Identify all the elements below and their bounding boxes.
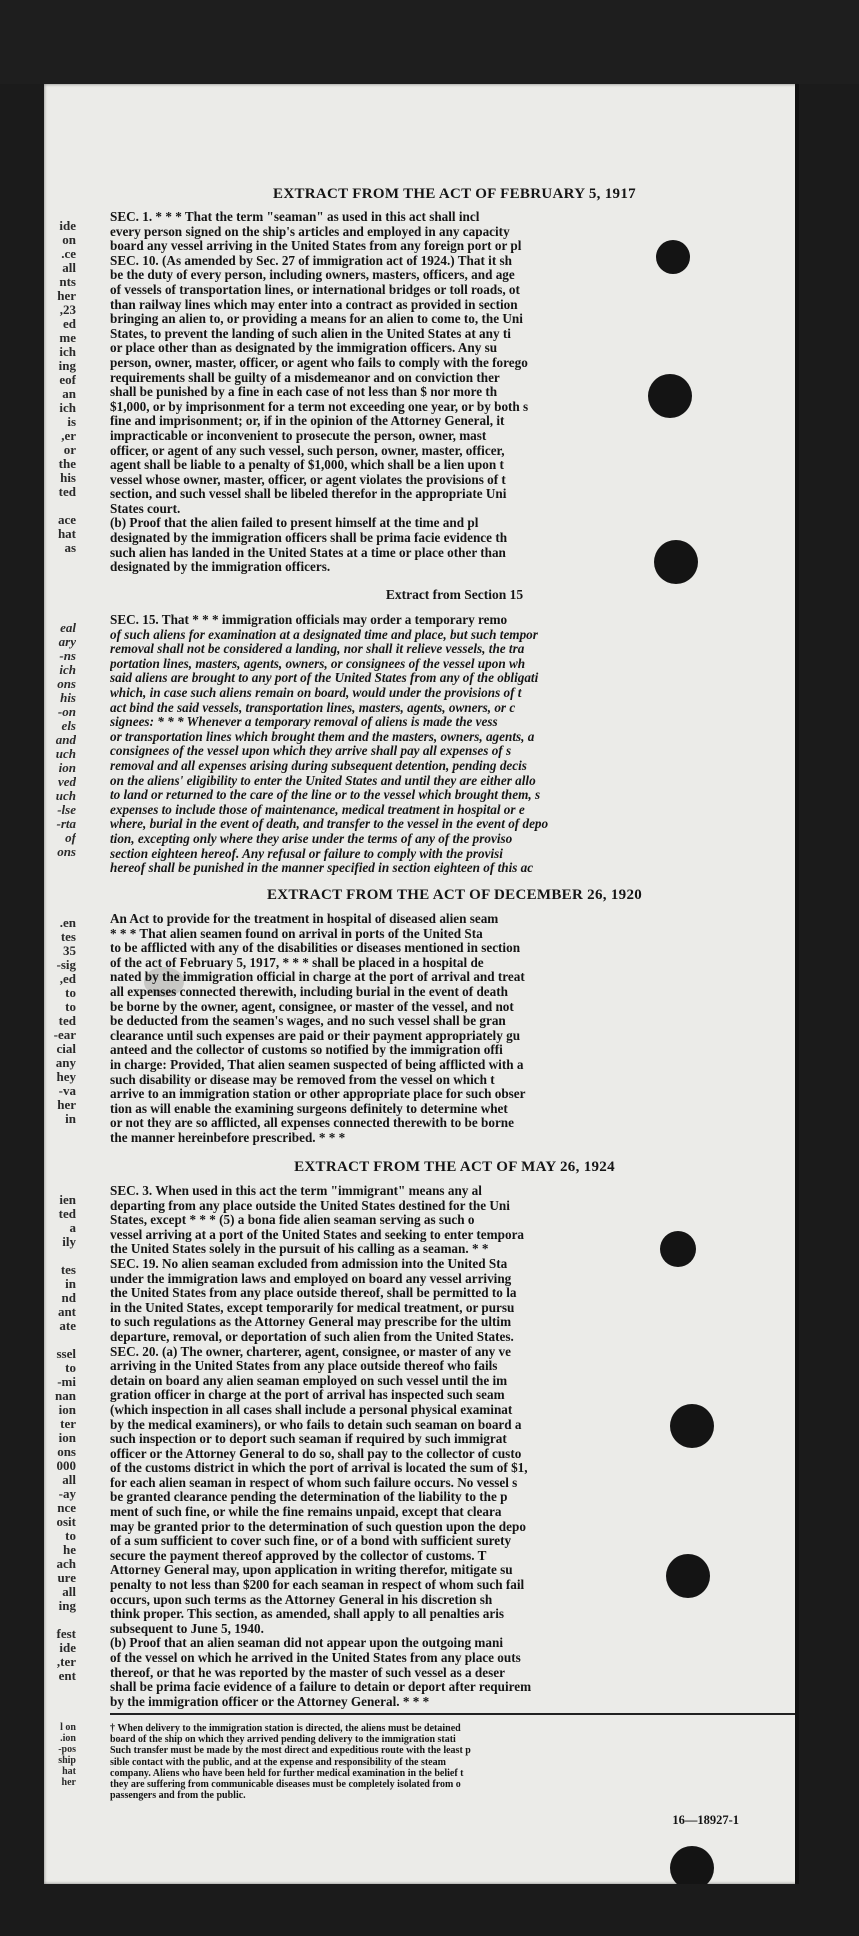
bleed-line — [44, 1249, 76, 1263]
text-line: SEC. 20. (a) The owner, charterer, agent, consignee, or master of any ve — [110, 1344, 511, 1359]
text-line: Such transfer must be made by the most direct and expeditious route with the least p — [110, 1745, 471, 1757]
text-line: thereof, or that he was reported by the master of such vessel as a deser — [110, 1665, 505, 1680]
text-line: vessel arriving at a port of the United States and seeking to enter tempora — [110, 1227, 525, 1242]
text-line: fine and imprisonment; or, if in the opinion of the Attorney General, it — [110, 414, 505, 429]
text-line: gration officer in charge at the port of arrival has inspected such seam — [110, 1388, 505, 1403]
bleed-line: or — [63, 443, 76, 457]
section-text — [110, 912, 799, 1146]
bleed-line: he — [63, 1543, 76, 1557]
text-line: be deducted from the seamen's wages, and no such vessel shall be gran — [110, 1014, 506, 1029]
text-line: signees: * * * Whenever a temporary removal of aliens is made the vess — [110, 715, 498, 730]
text-line: the United States solely in the pursuit of his calling as a seaman. * * — [110, 1242, 489, 1257]
text-line: SEC. 10. (As amended by Sec. 27 of immigration act of 1924.) That it sh — [110, 253, 512, 268]
bleed-line: ion. — [60, 1733, 76, 1744]
bleed-line: all — [62, 261, 76, 275]
text-line: of vessels of transportation lines, or international bridges or toll roads, ot — [110, 282, 520, 297]
bleed-line: uch — [55, 789, 76, 803]
bleed-line: uch — [55, 747, 76, 761]
text-line: occurs, upon such terms as the Attorney General in his discretion sh — [110, 1592, 493, 1607]
text-line: (b) Proof that an alien seaman did not appear upon the outgoing mani — [110, 1636, 503, 1651]
punch-hole — [656, 240, 690, 274]
bleed-line: to — [65, 986, 76, 1000]
text-line: company. Aliens who have been held for further medical examination in the belief t — [110, 1767, 464, 1779]
bleed-line: nd — [61, 1291, 76, 1305]
bleed-line: all — [62, 1585, 76, 1599]
bleed-line: 000 — [56, 1459, 76, 1473]
text-line: bringing an alien to, or providing a means for an alien to come to, the Uni — [110, 312, 523, 327]
section-subheading: Extract from Section 15 — [385, 587, 524, 602]
bleed-line: ons — [57, 845, 76, 859]
margin-bleed-text — [44, 1193, 78, 1683]
text-line: they are suffering from communicable diseases must be completely isolated from o — [110, 1779, 461, 1791]
text-line: where, burial in the event of death, and transfer to the vessel in the event of depo — [110, 817, 549, 832]
bleed-line: pos- — [58, 1744, 76, 1755]
bleed-line — [44, 1333, 76, 1347]
text-line: $1,000, or by imprisonment for a term not exceeding one year, or by both s — [110, 399, 529, 414]
bleed-line: lse- — [57, 803, 76, 817]
bleed-line: all — [62, 1473, 76, 1487]
punch-hole — [654, 540, 698, 584]
text-line: which, in case such aliens remain on board, would under the provisions of t — [110, 685, 522, 700]
punch-hole — [670, 1846, 714, 1884]
text-line: SEC. 3. When used in this act the term "immigrant" means any al — [110, 1184, 482, 1198]
text-line: departing from any place outside the United States destined for the Uni — [110, 1198, 510, 1213]
text-line: nated by the immigration official in charge at the port of arrival and treat — [110, 970, 525, 985]
text-line: be borne by the owner, agent, consignee, or master of the vessel, and not — [110, 999, 514, 1014]
text-line: passengers and from the public. — [110, 1790, 246, 1802]
text-line: ment of such fine, or while the fine remains unpaid, except that cleara — [110, 1505, 502, 1520]
text-line: hereof shall be punished in the manner specified in section eighteen of this ac — [110, 861, 534, 876]
bleed-line: nce — [57, 1501, 76, 1515]
document-page — [44, 84, 799, 1884]
bleed-line — [44, 499, 76, 513]
text-line: under the immigration laws and employed on board any vessel arriving — [110, 1271, 512, 1286]
text-line: such disability or disease may be removed from the vessel on which t — [110, 1072, 495, 1087]
text-line: secure the payment thereof approved by the collector of customs. T — [110, 1548, 487, 1563]
bleed-line: osit — [56, 1515, 76, 1529]
bleed-line: ary — [58, 635, 76, 649]
bleed-line: va- — [58, 1084, 76, 1098]
text-line: think proper. This section, as amended, shall apply to all penalties aris — [110, 1607, 504, 1622]
bleed-line: els — [61, 719, 76, 733]
bleed-line: ich — [59, 663, 76, 677]
stain-mark — [144, 967, 184, 997]
text-line: every person signed on the ship's articles and employed in any capacity — [110, 224, 510, 239]
text-line: or place other than as designated by the immigration officers. Any su — [110, 341, 498, 356]
bleed-line — [44, 1613, 76, 1627]
bleed-line: any — [55, 1056, 76, 1070]
text-line: departure, removal, or deportation of such alien from the United States. — [110, 1329, 514, 1344]
bleed-line: rta- — [56, 817, 76, 831]
text-line: or not they are so afflicted, all expenses connected therewith to be borne — [110, 1116, 514, 1131]
margin-bleed-text — [44, 621, 78, 859]
text-line: States court. — [110, 501, 181, 516]
margin-bleed-text — [44, 1722, 78, 1788]
text-line: by the immigration officer or the Attorney General. * * * — [110, 1694, 430, 1709]
bleed-line: tes — [60, 1263, 76, 1277]
text-line: designated by the immigration officers shall be prima facie evidence th — [110, 531, 508, 546]
text-line: of the act of February 5, 1917, * * * shall be placed in a hospital de — [110, 955, 484, 970]
text-line: tion, excepting only where they arise under the terms of any of the proviso — [110, 831, 513, 846]
text-line: person, owner, master, officer, or agent who fails to comply with the forego — [110, 355, 528, 370]
bleed-line: ich — [59, 345, 76, 359]
footnote — [110, 1723, 799, 1801]
text-line: SEC. 1. * * * That the term "seaman" as used in this act shall incl — [110, 210, 480, 224]
bleed-line: ay- — [58, 1487, 76, 1501]
text-line: shall be punished by a fine in each case of not less than $ nor more th — [110, 385, 498, 400]
bleed-line: ich — [59, 401, 76, 415]
bleed-line: in — [65, 1112, 76, 1126]
bleed-line: ach — [56, 1557, 76, 1571]
bleed-line: mi- — [57, 1375, 76, 1389]
bleed-line: l on — [60, 1722, 76, 1733]
section-text — [110, 613, 799, 876]
text-line: sible contact with the public, and at the expense and responsibility of the steam — [110, 1756, 446, 1768]
text-line: (b) Proof that the alien failed to present himself at the time and pl — [110, 516, 479, 531]
bleed-line: ing — [58, 1599, 76, 1613]
bleed-line: his — [60, 691, 76, 705]
text-line: clearance until such expenses are paid or their payment appropriately gu — [110, 1028, 521, 1043]
text-line: act bind the said vessels, transportation lines, masters, agents, owners, or c — [110, 700, 516, 715]
bleed-line: ace — [57, 513, 76, 527]
text-line: section eighteen hereof. Any refusal or failure to comply with the provisi — [110, 846, 503, 861]
bleed-line: eof — [59, 373, 76, 387]
text-line: board any vessel arriving in the United States from any foreign port or pl — [110, 239, 522, 254]
bleed-line: ns- — [59, 649, 76, 663]
bleed-line: ter, — [56, 1655, 76, 1669]
bleed-line: ce. — [61, 247, 76, 261]
text-line: or transportation lines which brought them and the masters, owners, agents, a — [110, 729, 535, 744]
punch-hole — [666, 1554, 710, 1598]
text-line: the manner hereinbefore prescribed. * * * — [110, 1130, 346, 1145]
bleed-line: ide — [59, 1641, 76, 1655]
text-line: detain on board any alien seaman employed on such vessel until the im — [110, 1373, 508, 1388]
margin-bleed-text — [44, 219, 78, 555]
text-line: arrive to an immigration station or other appropriate place for such obser — [110, 1087, 526, 1102]
bleed-line: ved — [57, 775, 76, 789]
bleed-line: to — [65, 1529, 76, 1543]
text-line: board of the ship on which they arrived pending delivery to the immigration stati — [110, 1734, 456, 1746]
bleed-line: ing — [58, 359, 76, 373]
text-line: subsequent to June 5, 1940. — [110, 1621, 264, 1636]
text-line: penalty to not less than $200 for each seaman in respect of whom such fail — [110, 1578, 525, 1593]
bleed-line: 23, — [59, 303, 76, 317]
bleed-line: as — [64, 541, 76, 555]
bleed-line: of — [65, 831, 76, 845]
text-line: shall be prima facie evidence of a failure to detain or deport after requirem — [110, 1680, 532, 1695]
text-line: officer, or agent of any such vessel, such person, owner, master, officer, — [110, 443, 505, 458]
text-line: impracticable or inconvenient to prosecute the person, owner, mast — [110, 428, 487, 443]
bleed-line: ily — [62, 1235, 76, 1249]
bleed-line: ons — [57, 1445, 76, 1459]
bleed-line: ted — [58, 1014, 76, 1028]
text-line: be the duty of every person, including owners, masters, officers, and age — [110, 268, 515, 283]
text-line: † When delivery to the immigration station is directed, the aliens must be detained — [110, 1723, 461, 1734]
bleed-line: ion — [58, 761, 76, 775]
text-line: Attorney General may, upon application in writing therefor, mitigate su — [110, 1563, 513, 1578]
text-line: requirements shall be guilty of a misdemeanor and on conviction ther — [110, 370, 500, 385]
text-line: of the customs district in which the port of arrival is located the sum of $1, — [110, 1461, 528, 1476]
bleed-line: ure — [57, 1571, 76, 1585]
text-line: to such regulations as the Attorney General may prescribe for the ultim — [110, 1315, 512, 1330]
text-line: arriving in the United States from any place outside thereof who fails — [110, 1359, 498, 1374]
bleed-line: her — [57, 289, 76, 303]
text-line: all expenses connected therewith, including burial in the event of death — [110, 984, 508, 999]
text-line: on the aliens' eligibility to enter the United States and until they are either allo — [110, 773, 536, 788]
text-line: expenses to include those of maintenance, medical treatment in hospital or e — [110, 802, 525, 817]
bleed-line: his — [60, 471, 76, 485]
scan-background — [0, 0, 859, 84]
bleed-line: to — [65, 1000, 76, 1014]
footnote-divider — [110, 1713, 799, 1715]
bleed-line: ted — [58, 485, 76, 499]
punch-hole — [660, 1231, 696, 1267]
text-line: tion as will enable the examining surgeons definitely to determine whet — [110, 1101, 508, 1116]
form-number: 16—18927-1 — [672, 1813, 739, 1827]
text-line: such inspection or to deport such seaman if required by such immigrat — [110, 1432, 507, 1447]
text-line: of a sum sufficient to cover such fine, or of a bond with sufficient surety — [110, 1534, 512, 1549]
text-line: to be afflicted with any of the disabilities or diseases mentioned in section — [110, 941, 521, 956]
text-line: by the medical examiners), or who fails to detain such seaman on board a — [110, 1417, 522, 1432]
text-line: be granted clearance pending the determination of the liability to the p — [110, 1490, 508, 1505]
text-line: vessel whose owner, master, officer, or agent violates the provisions of t — [110, 472, 506, 487]
bleed-line: ent — [58, 1669, 76, 1683]
text-line: of the vessel on which he arrived in the United States from any place outs — [110, 1651, 521, 1665]
text-line: anteed and the collector of customs so notified by the immigration offi — [110, 1043, 503, 1058]
bleed-line: ion — [58, 1403, 76, 1417]
bleed-line: in — [65, 1277, 76, 1291]
text-line: removal shall not be considered a landing, nor shall it relieve vessels, the tra — [110, 642, 525, 657]
bleed-line: is — [67, 415, 76, 429]
bleed-line: and — [55, 733, 76, 747]
bleed-line: ide — [59, 219, 76, 233]
text-line: agent shall be liable to a penalty of $1,000, which shall be a lien upon t — [110, 458, 504, 473]
text-line: An Act to provide for the treatment in hospital of diseased alien seam — [110, 912, 499, 926]
bleed-line: hey — [56, 1070, 76, 1084]
text-line: may be granted prior to the determination of such question upon the depo — [110, 1519, 526, 1534]
bleed-line: her — [57, 1098, 76, 1112]
bleed-line: nts — [59, 275, 76, 289]
bleed-line: hat — [62, 1766, 76, 1777]
bleed-line: 35 — [63, 944, 76, 958]
bleed-line: ship — [58, 1755, 76, 1766]
text-line: officer or the Attorney General to do so, shall pay to the collector of custo — [110, 1446, 522, 1461]
bleed-line: ien — [59, 1193, 76, 1207]
bleed-line: en. — [59, 916, 76, 930]
text-line: consignees of the vessel upon which they arrive shall pay all expenses of s — [110, 744, 512, 759]
bleed-line: ed, — [59, 972, 76, 986]
text-line: designated by the immigration officers. — [110, 560, 331, 575]
section-text — [110, 210, 799, 575]
bleed-line: an — [62, 387, 76, 401]
bleed-line: ted — [58, 1207, 76, 1221]
bleed-line: ear- — [53, 1028, 76, 1042]
bleed-line: hat — [57, 527, 76, 541]
bleed-line: cial — [56, 1042, 76, 1056]
text-line: such alien has landed in the United States at a time or place other than — [110, 545, 506, 560]
section-heading: EXTRACT FROM THE ACT OF DECEMBER 26, 1920 — [266, 887, 643, 903]
text-line: than railway lines which may enter into a contract as provided in section — [110, 297, 518, 312]
bleed-line: on- — [57, 705, 76, 719]
bleed-line: eal — [60, 621, 76, 635]
bleed-line: ant — [57, 1305, 76, 1319]
bleed-line: fest — [56, 1627, 76, 1641]
bleed-line: sig- — [56, 958, 76, 972]
bleed-line: ed — [63, 317, 76, 331]
text-line: of such aliens for examination at a designated time and place, but such tempor — [110, 627, 538, 642]
bleed-line: her — [61, 1777, 76, 1788]
margin-bleed-text — [44, 916, 78, 1126]
section-heading: EXTRACT FROM THE ACT OF FEBRUARY 5, 1917 — [273, 186, 636, 202]
punch-hole — [670, 1404, 714, 1448]
bleed-line: ons — [57, 677, 76, 691]
bleed-line: me — [59, 331, 76, 345]
text-line: * * * That alien seamen found on arrival in ports of the United Sta — [110, 926, 483, 941]
text-line: (which inspection in all cases shall include a personal physical examinat — [110, 1402, 513, 1417]
bleed-line: nan — [55, 1389, 76, 1403]
punch-hole — [648, 374, 692, 418]
bleed-line: ate — [59, 1319, 76, 1333]
text-line: States, to prevent the landing of such alien in the United States at any ti — [110, 326, 511, 341]
text-line: said aliens are brought to any port of the United States from any of the obligati — [110, 671, 539, 686]
section-heading: EXTRACT FROM THE ACT OF MAY 26, 1924 — [294, 1159, 615, 1175]
bleed-line: er, — [61, 429, 76, 443]
document-body — [110, 84, 799, 1884]
text-line: in charge: Provided, That alien seamen suspected of being afflicted with a — [110, 1057, 524, 1072]
bleed-line: to — [65, 1361, 76, 1375]
bleed-line: ssel — [56, 1347, 76, 1361]
bleed-line: on — [62, 233, 76, 247]
bleed-line: the — [58, 457, 76, 471]
bleed-line: a — [69, 1221, 76, 1235]
page-edge-shadow — [795, 84, 799, 1884]
text-line: to land or returned to the care of the line or to the vessel which brought them, s — [110, 788, 541, 803]
bleed-line: ter — [60, 1417, 76, 1431]
text-line: in the United States, except temporarily for medical treatment, or pursu — [110, 1300, 515, 1315]
text-line: section, and such vessel shall be libeled therefor in the appropriate Uni — [110, 487, 507, 502]
text-line: portation lines, masters, agents, owners, or consignees of the vessel upon wh — [110, 656, 526, 671]
text-line: the United States from any place outside thereof, shall be permitted to la — [110, 1286, 517, 1301]
text-line: for each alien seaman in respect of whom such failure occurs. No vessel s — [110, 1475, 518, 1490]
text-line: removal and all expenses arising during subsequent detention, pending decis — [110, 758, 527, 773]
text-line: SEC. 19. No alien seaman excluded from admission into the United Sta — [110, 1256, 508, 1271]
text-line: SEC. 15. That * * * immigration officials may order a temporary remo — [110, 613, 508, 627]
bleed-line: ion — [58, 1431, 76, 1445]
bleed-line: tes — [60, 930, 76, 944]
text-line: States, except * * * (5) a bona fide alien seaman serving as such o — [110, 1213, 475, 1228]
